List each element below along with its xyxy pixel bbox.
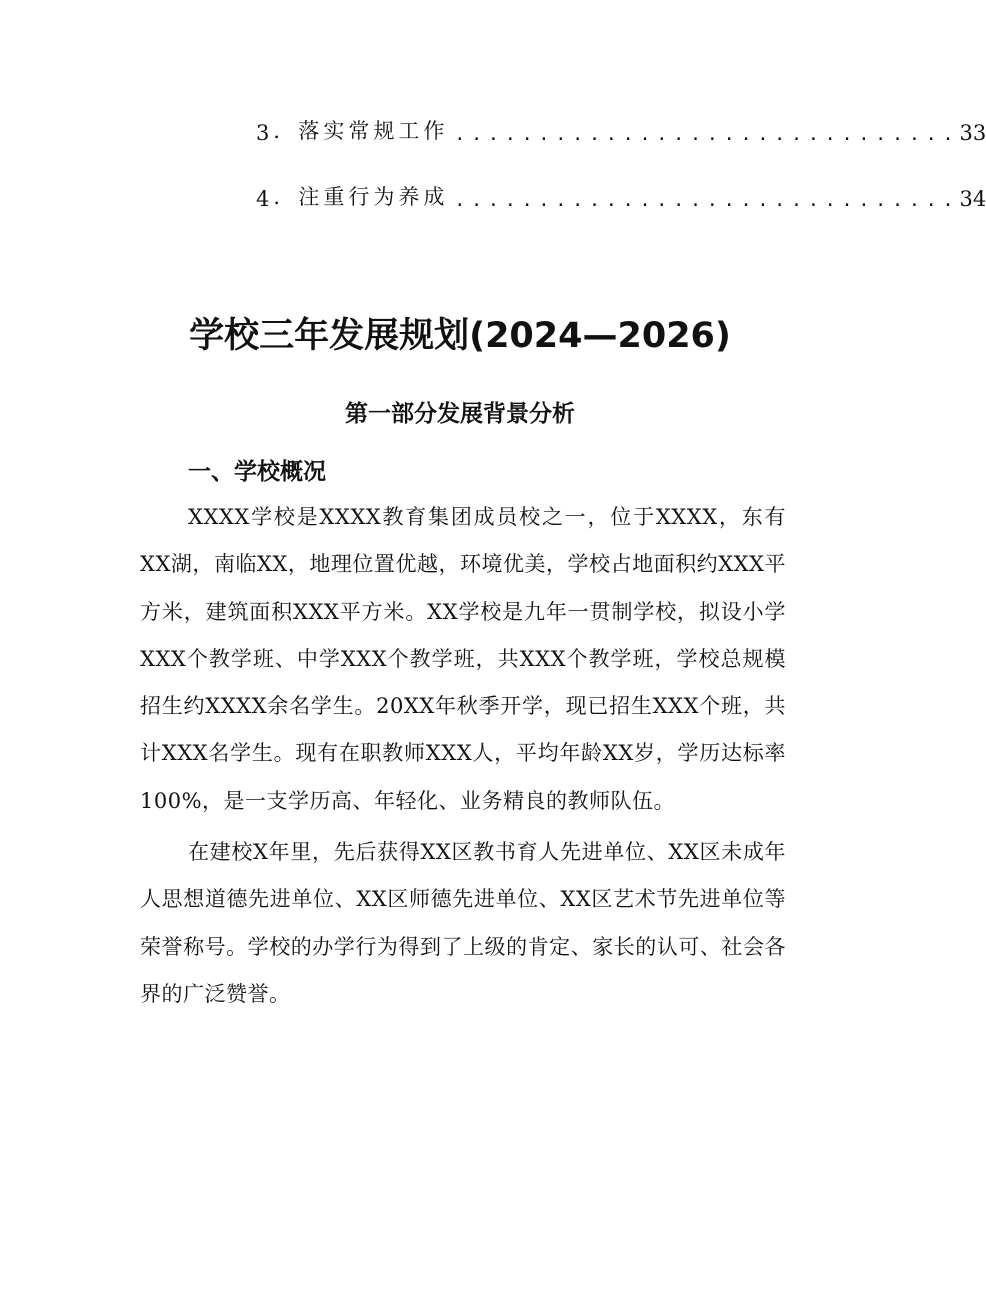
- toc-entry-title: ．注重行为养成: [273, 185, 449, 209]
- toc-entry[interactable]: [256, 113, 986, 145]
- toc-entry-title: ．落实常规工作: [273, 119, 449, 143]
- section-heading: 一、学校概况: [188, 459, 326, 485]
- toc-entry-page: 33: [959, 121, 986, 145]
- toc-leader-dots: ..............................: [454, 124, 960, 145]
- toc-entry-page: 34: [959, 187, 986, 211]
- toc-leader-dots: ..............................: [454, 190, 960, 211]
- body-paragraph: XXXX学校是XXXX教育集团成员校之一，位于XXXX，东有XX湖，南临XX，地理位置优越，环境优美，学校占地面积约XXX平方米，建筑面积XXX平方米。XX学校是九年一贯制学校，拟设小学XXX个教学班、中学XXX个教学班，共XXX个教学班，学校总规模招生约XXXX余名学生。20XX年秋季开学，现已招生XXX个班，共计XXX名学生。现有在职教师XXX人，平均年龄XX岁，学历达标率100%，是一支学历高、年轻化、业务精良的教师队伍。: [140, 505, 786, 813]
- body-paragraph: 在建校X年里，先后获得XX区教书育人先进单位、XX区未成年人思想道德先进单位、XX区师德先进单位、XX区艺术节先进单位等荣誉称号。学校的办学行为得到了上级的肯定、家长的认可、社会各界的广泛赞誉。: [140, 840, 786, 1006]
- document-title: 学校三年发展规划(2024—2026): [189, 316, 731, 356]
- toc-entry-number: 4: [256, 187, 274, 211]
- part-heading: 第一部分发展背景分析: [345, 401, 575, 427]
- toc-entry[interactable]: [256, 179, 986, 211]
- toc-entry-number: 3: [256, 121, 274, 145]
